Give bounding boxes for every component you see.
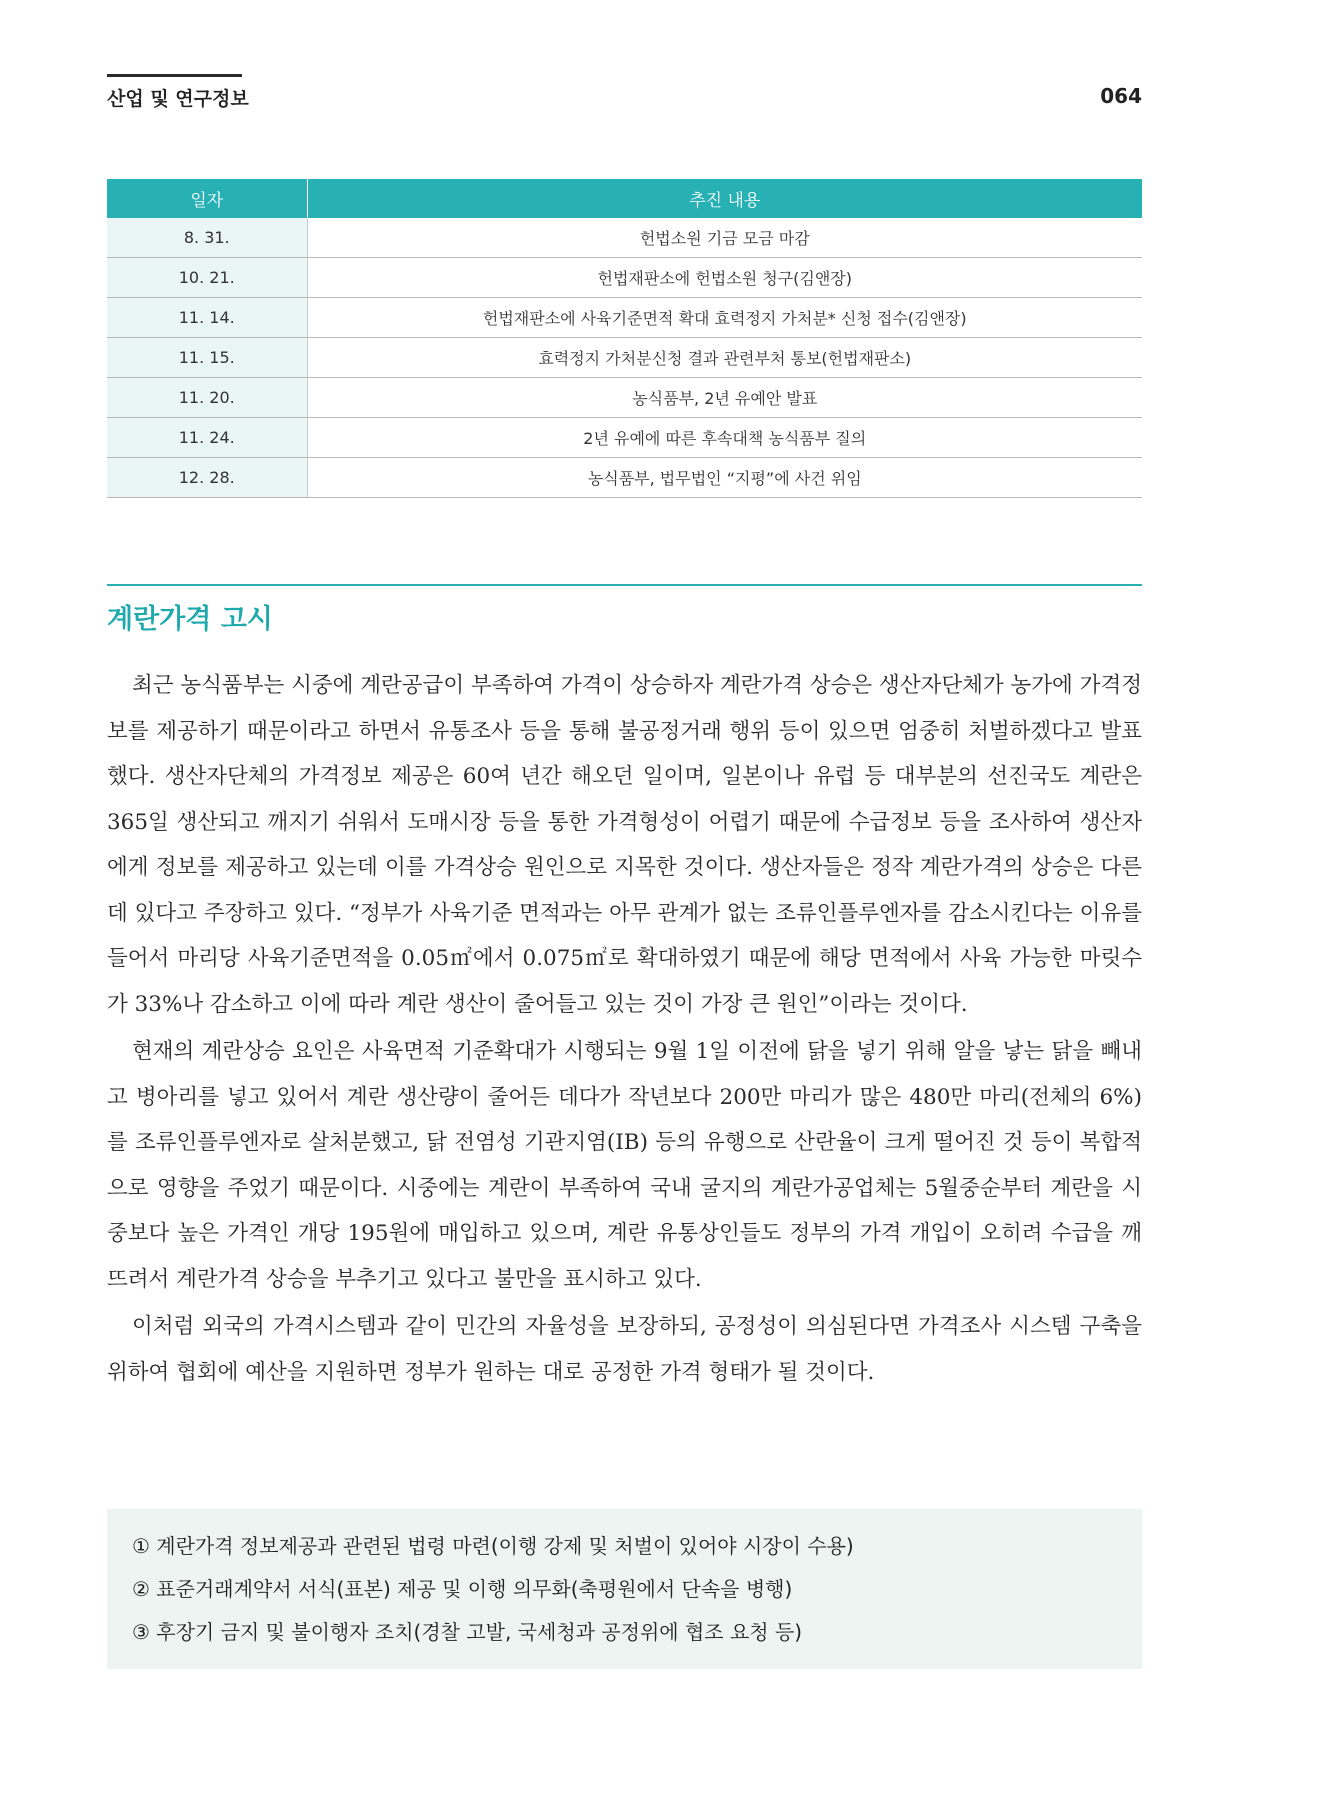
recommendation-item: ③ 후장기 금지 및 불이행자 조치(경찰 고발, 국세청과 공정위에 협조 요청 등) <box>132 1620 803 1644</box>
table-row <box>107 378 1142 418</box>
paragraph: 이처럼 외국의 가격시스템과 같이 민간의 자율성을 보장하되, 공정성이 의심된다면 가격조사 시스템 구축을 위하여 협회에 예산을 지원하면 정부가 원하는 대로 공정한 가격 형태가 될 것이다. <box>107 1314 1142 1385</box>
page-header <box>107 74 1142 108</box>
content-cell: 효력정지 가처분신청 결과 관련부처 통보(헌법재판소) <box>307 338 1142 378</box>
recommendation-item: ② 표준거래계약서 서식(표본) 제공 및 이행 의무화(축평원에서 단속을 병행) <box>132 1577 793 1601</box>
section-title: 계란가격 고시 <box>107 604 273 635</box>
paragraph: 최근 농식품부는 시중에 계란공급이 부족하여 가격이 상승하자 계란가격 상승은 생산자단체가 농가에 가격정보를 제공하기 때문이라고 하면서 유통조사 등을 통해 불공정거래 행위 등이 있으면 엄중히 처벌하겠다고 발표했다. 생산자단체의 가격정보 제공은 60여 년간 해오던 일이며, 일본이나 유럽 등 대부분의 선진국도 계란은 365일 생산되고 깨지기 쉬워서 도매시장 등을 통한 가격형성이 어렵기 때문에 수급정보 등을 조사하여 생산자에게 정보를 제공하고 있는데 이를 가격상승 원인으로 지목한 것이다. 생산자들은 정작 계란가격의 상승은 다른데 있다고 주장하고 있다. “정부가 사육기준 면적과는 아무 관계가 없는 조류인플루엔자를 감소시킨다는 이유를 들어서 마리당 사육기준면적을 0.05㎡에서 0.075㎡로 확대하였기 때문에 해당 면적에서 사육 가능한 마릿수가 33%나 감소하고 이에 따라 계란 생산이 줄어들고 있는 것이 가장 큰 원인”이라는 것이다. <box>107 673 1142 1017</box>
table-row <box>107 418 1142 458</box>
paragraph: 현재의 계란상승 요인은 사육면적 기준확대가 시행되는 9월 1일 이전에 닭을 넣기 위해 알을 낳는 닭을 빼내고 병아리를 넣고 있어서 계란 생산량이 줄어든 데다가 작년보다 200만 마리가 많은 480만 마리(전체의 6%)를 조류인플루엔자로 살처분했고, 닭 전염성 기관지염(IB) 등의 유행으로 산란율이 크게 떨어진 것 등이 복합적으로 영향을 주었기 때문이다. 시중에는 계란이 부족하여 국내 굴지의 계란가공업체는 5월중순부터 계란을 시중보다 높은 가격인 개당 195원에 매입하고 있으며, 계란 유통상인들도 정부의 가격 개입이 오히려 수급을 깨뜨려서 계란가격 상승을 부추기고 있다고 불만을 표시하고 있다. <box>107 1039 1142 1292</box>
content-cell: 농식품부, 2년 유예안 발표 <box>307 378 1142 418</box>
date-cell: 11. 20. <box>107 378 307 418</box>
recommendation-item: ① 계란가격 정보제공과 관련된 법령 마련(이행 강제 및 처벌이 있어야 시장이 수용) <box>132 1534 854 1558</box>
date-cell: 11. 15. <box>107 338 307 378</box>
date-cell: 12. 28. <box>107 458 307 498</box>
date-cell: 10. 21. <box>107 258 307 298</box>
column-header-content: 추진 내용 <box>307 179 1142 218</box>
recommendations-box <box>107 1509 1142 1669</box>
table-row <box>107 218 1142 258</box>
content-cell: 헌법재판소에 헌법소원 청구(김앤장) <box>307 258 1142 298</box>
page-number: 064 <box>1100 84 1142 108</box>
table-row <box>107 338 1142 378</box>
date-cell: 11. 14. <box>107 298 307 338</box>
date-cell: 11. 24. <box>107 418 307 458</box>
content-cell: 헌법소원 기금 모금 마감 <box>307 218 1142 258</box>
section-label: 산업 및 연구정보 <box>107 88 249 110</box>
table-row <box>107 458 1142 498</box>
schedule-table <box>107 179 1142 498</box>
table-row <box>107 258 1142 298</box>
content-cell: 2년 유예에 따른 후속대책 농식품부 질의 <box>307 418 1142 458</box>
article-body <box>107 663 1142 1395</box>
section-divider <box>107 584 1142 586</box>
content-cell: 헌법재판소에 사육기준면적 확대 효력정지 가처분* 신청 접수(김앤장) <box>307 298 1142 338</box>
table-row <box>107 298 1142 338</box>
table-header-row <box>107 179 1142 218</box>
content-cell: 농식품부, 법무법인 “지평”에 사건 위임 <box>307 458 1142 498</box>
column-header-date: 일자 <box>107 179 307 218</box>
header-rule <box>107 74 242 77</box>
date-cell: 8. 31. <box>107 218 307 258</box>
